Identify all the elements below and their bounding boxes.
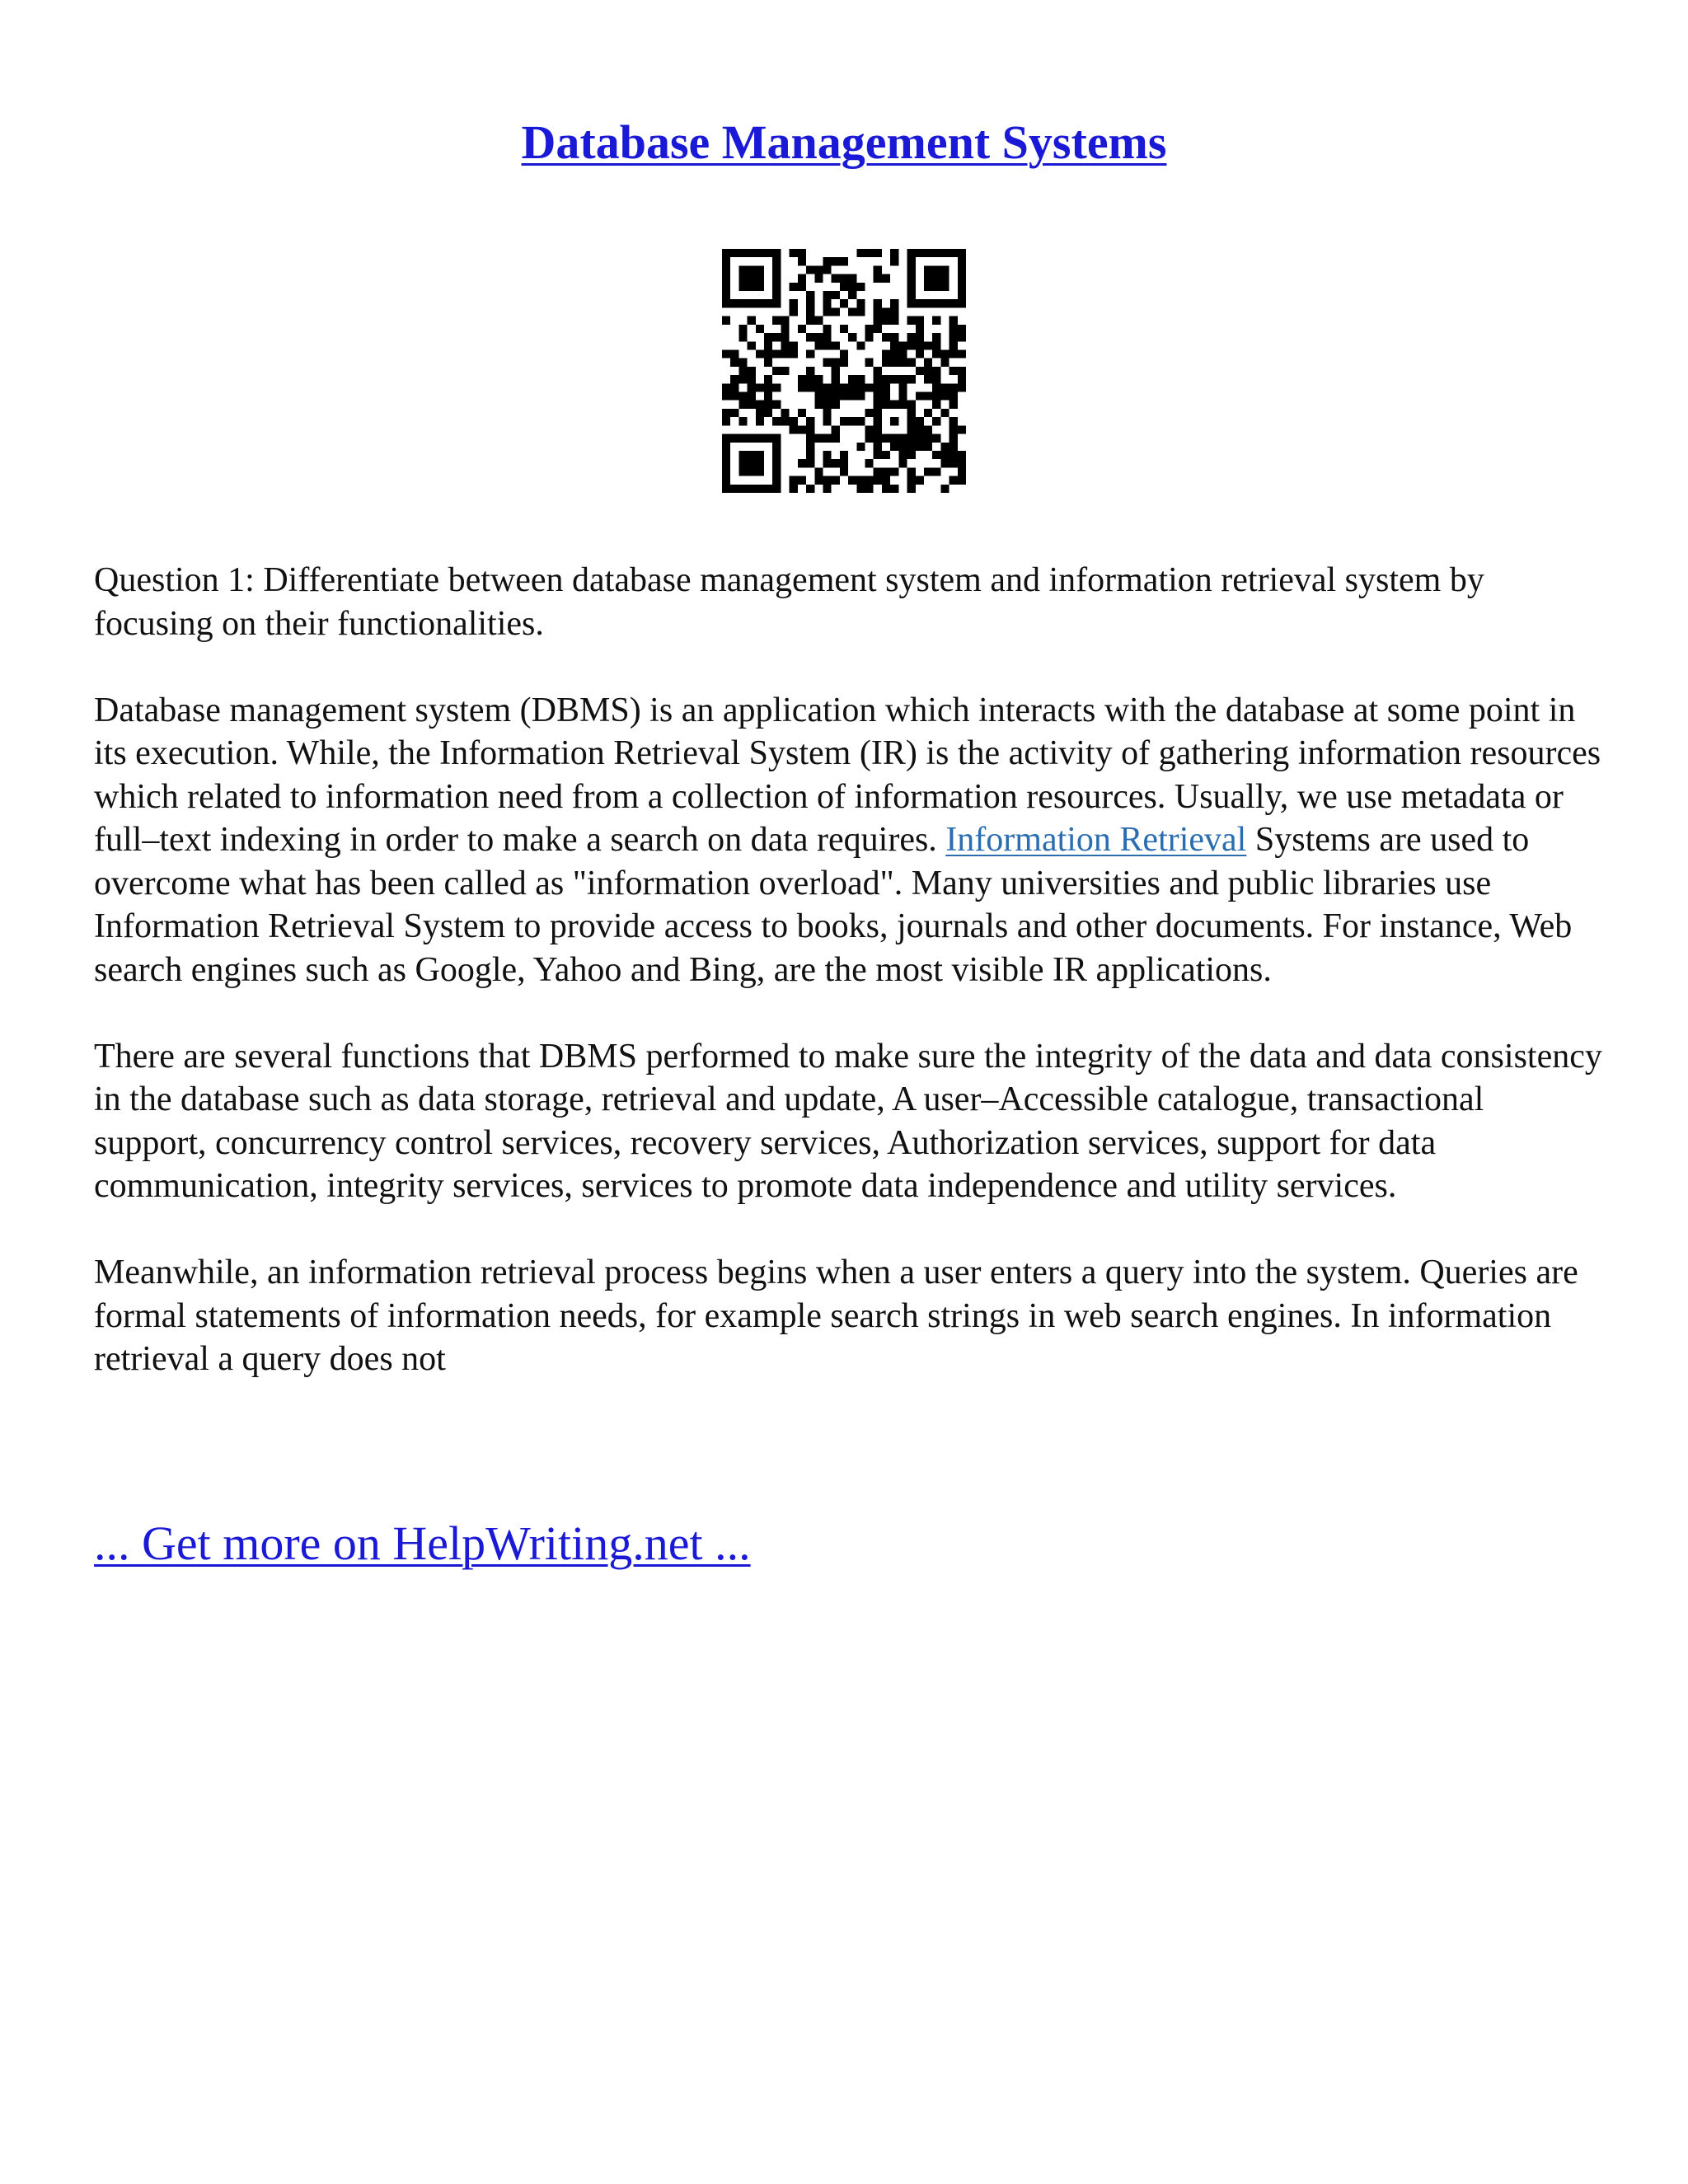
- get-more-link[interactable]: ... Get more on HelpWriting.net ...: [94, 1516, 751, 1570]
- title-link[interactable]: Database Management Systems: [521, 115, 1167, 169]
- get-more-section: [94, 1515, 751, 1572]
- question-paragraph: Question 1: Differentiate between database management system and information retrieval system by focusing on their functionalities.: [94, 561, 1484, 643]
- paragraph-text-after-link: Systems are used to overcome what has been called as "information overload". Many universities and public libraries use Information Retrieval System to provide access to books, journals and other documents. For instance, Web search engines such as Google, Yahoo and Bing, are the most visible IR applications.: [94, 821, 1573, 989]
- document-body: [94, 559, 1602, 1424]
- page-title: [0, 114, 1688, 171]
- information-retrieval-link[interactable]: Information Retrieval: [945, 821, 1247, 859]
- qr-code-icon: [722, 249, 966, 493]
- paragraph-text-before-link: Database management system (DBMS) is an application which interacts with the database at some point in its execution. While, the Information Retrieval System (IR) is the activity of gathering information resources which related to information need from a collection of information resources. Usually, we use metadata or full–text indexing in order to make a search on data requires.: [94, 691, 1601, 859]
- dbms-ir-paragraph: [94, 689, 1602, 992]
- dbms-functions-paragraph: There are several functions that DBMS performed to make sure the integrity of the data and data consistency in the database such as data storage, retrieval and update, A user–Accessible catalogue, transactional support, concurrency control services, recovery services, Authorization services, support for data communication, integrity services, services to promote data independence and utility services.: [94, 1037, 1602, 1205]
- ir-process-paragraph: Meanwhile, an information retrieval process begins when a user enters a query into the system. Queries are formal statements of information needs, for example search strings in web search engines. In information retrieval a query does not: [94, 1254, 1578, 1378]
